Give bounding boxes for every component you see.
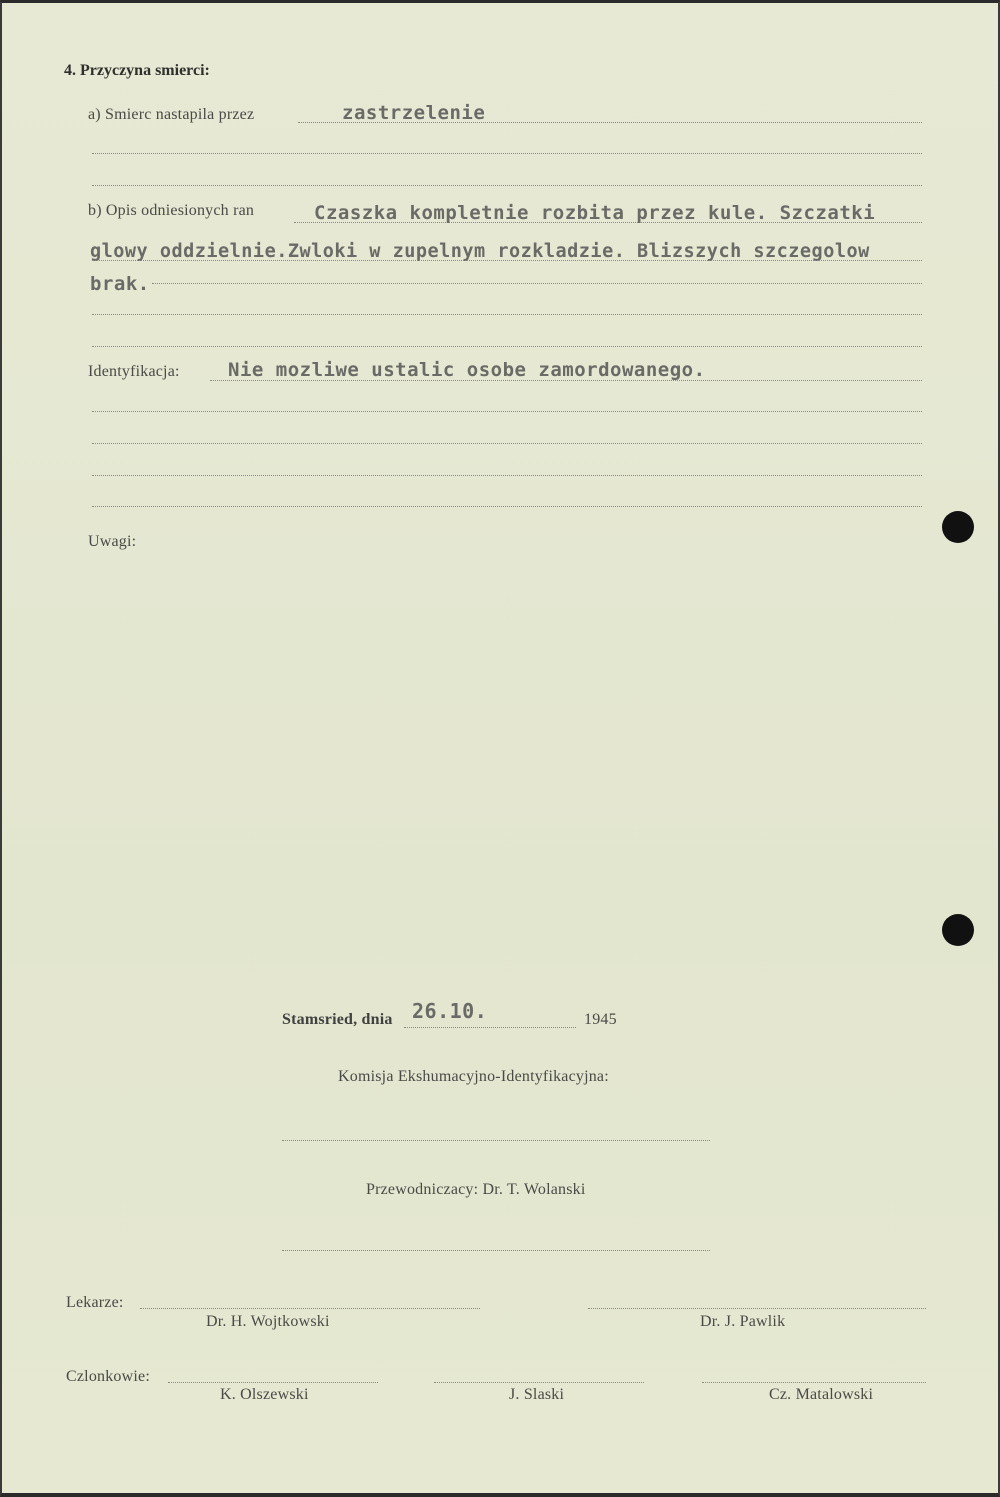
answer-line [92,153,922,154]
signature-line [588,1308,926,1309]
wounds-line-2: glowy oddzielnie.Zwloki w zupelnym rozkladzie. Blizszych szczegolow [90,241,870,262]
answer-line [92,260,922,261]
doctor-2-name: Dr. J. Pawlik [700,1313,786,1330]
answer-line [92,475,922,476]
place-label: Stamsried, dnia [282,1011,393,1028]
identification-value: Nie mozliwe ustalic osobe zamordowanego. [228,359,706,381]
signature-line [702,1382,926,1383]
commission-label: Komisja Ekshumacyjno-Identyfikacyjna: [338,1068,609,1085]
punch-hole [942,914,974,946]
doctors-label: Lekarze: [66,1294,124,1311]
date-value: 26.10. [412,999,488,1023]
punch-hole [942,511,974,543]
remarks-label: Uwagi: [88,533,137,550]
year-value: 1945 [584,1011,617,1028]
signature-line [168,1382,378,1383]
answer-line [152,283,922,284]
member-2-name: J. Slaski [509,1386,565,1403]
doctor-1-name: Dr. H. Wojtkowski [206,1313,330,1330]
signature-line [282,1250,710,1251]
death-cause-value: zastrzelenie [342,102,486,124]
wounds-line-3: brak. [90,273,150,295]
signature-line [282,1140,710,1141]
members-label: Czlonkowie: [66,1368,150,1385]
death-cause-label: a) Smierc nastapila przez [88,106,255,123]
answer-line [92,443,922,444]
answer-line [92,506,922,507]
wounds-label: b) Opis odniesionych ran [88,202,255,219]
answer-line [92,314,922,315]
answer-line [92,411,922,412]
date-line [404,1027,576,1028]
member-1-name: K. Olszewski [220,1386,309,1403]
wounds-line-1: Czaszka kompletnie rozbita przez kule. Szczatki [314,202,876,224]
chairman-name: Przewodniczacy: Dr. T. Wolanski [366,1181,586,1198]
answer-line [92,346,922,347]
signature-line [140,1308,480,1309]
answer-line [92,185,922,186]
identification-label: Identyfikacja: [88,363,180,380]
member-3-name: Cz. Matalowski [769,1386,874,1403]
cause-of-death-heading: 4. Przyczyna smierci: [64,62,210,79]
signature-line [434,1382,644,1383]
